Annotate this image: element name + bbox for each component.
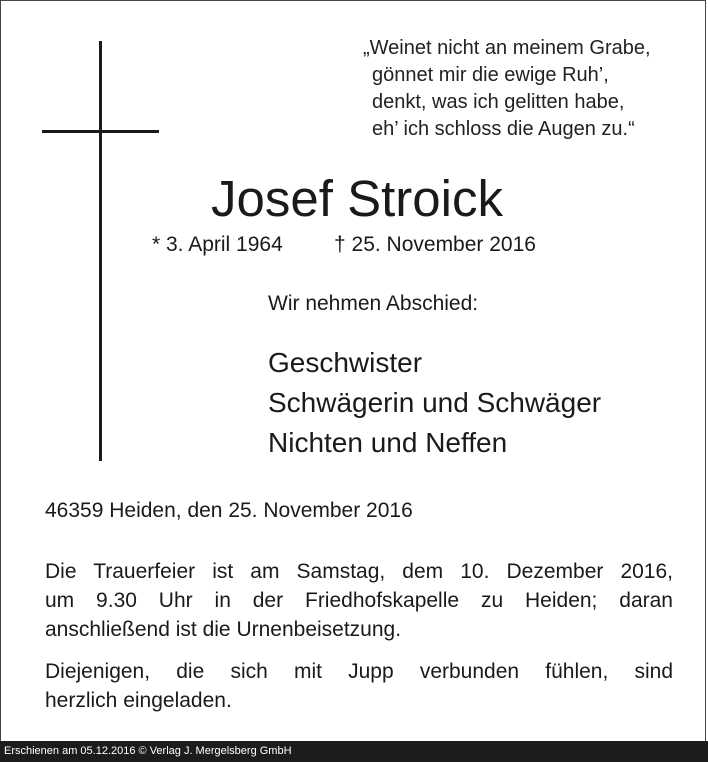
poem-line: gönnet mir die ewige Ruh’, <box>372 64 609 86</box>
invitation-line: herzlich eingeladen. <box>45 689 232 712</box>
mourner-group: Geschwister <box>268 347 423 378</box>
deceased-name: Josef Stroick <box>211 170 503 227</box>
service-line: anschließend ist die Urnenbeisetzung. <box>45 618 402 641</box>
birth-date: * 3. April 1964 <box>152 233 283 256</box>
place-date: 46359 Heiden, den 25. November 2016 <box>45 499 413 522</box>
service-line: um 9.30 Uhr in der Friedhofskapelle zu Heiden; daran <box>45 589 673 612</box>
publication-footer: Erschienen am 05.12.2016 © Verlag J. Mergelsberg GmbH <box>0 741 708 762</box>
service-line: Die Trauerfeier ist am Samstag, dem 10. Dezember 2016, <box>45 560 673 583</box>
poem-line: „Weinet nicht an meinem Grabe, <box>363 37 651 59</box>
mourner-group: Schwägerin und Schwäger <box>268 387 602 418</box>
mourners-list <box>268 343 601 463</box>
invitation-line: Diejenigen, die sich mit Jupp verbunden fühlen, sind <box>45 660 673 683</box>
service-paragraph <box>45 557 673 644</box>
cross-icon-horizontal <box>42 130 159 133</box>
poem-line: denkt, was ich gelitten habe, <box>372 91 625 113</box>
poem-line: eh’ ich schloss die Augen zu.“ <box>372 118 635 140</box>
poem <box>363 35 651 143</box>
death-date: † 25. November 2016 <box>334 233 536 256</box>
farewell-text: Wir nehmen Abschied: <box>268 292 479 315</box>
mourner-group: Nichten und Neffen <box>268 427 508 458</box>
cross-icon-vertical <box>99 41 102 461</box>
invitation-paragraph <box>45 657 673 715</box>
